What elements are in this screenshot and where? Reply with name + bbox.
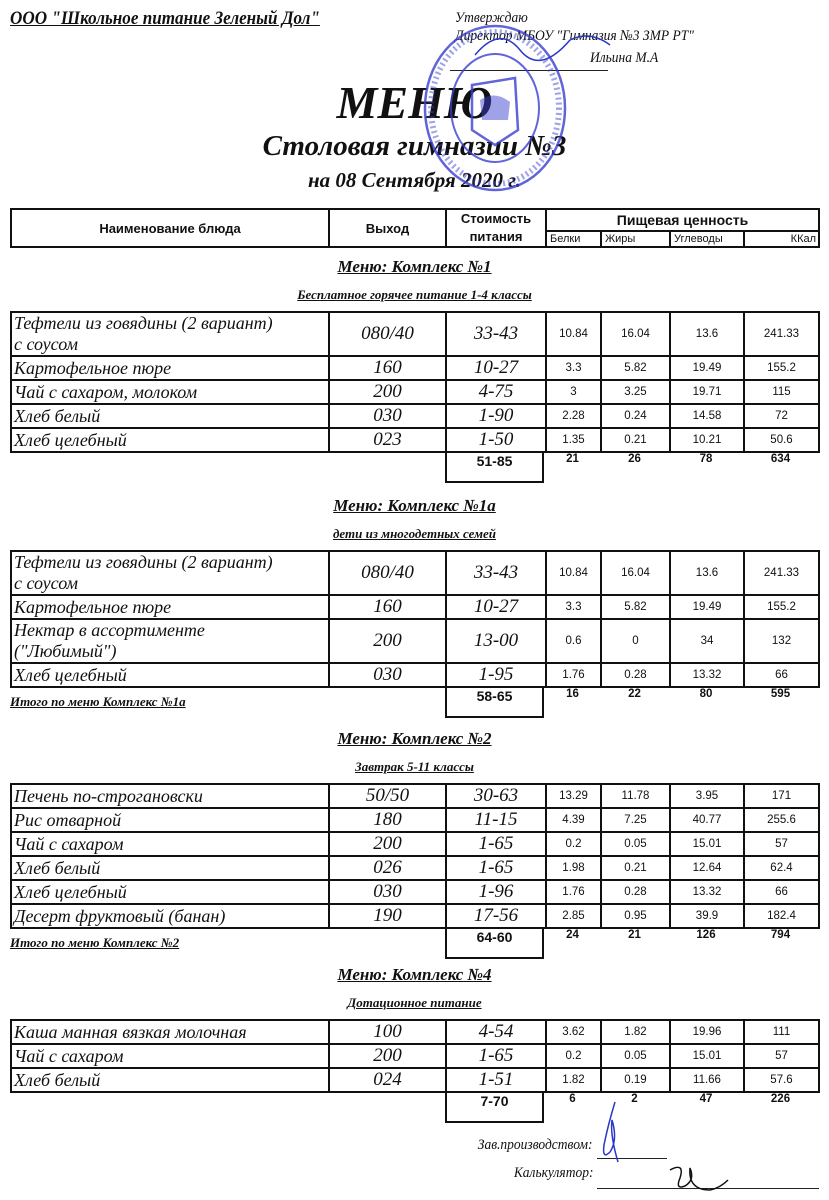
dish-protein: 10.84: [546, 312, 601, 356]
dish-kcal: 155.2: [744, 356, 819, 380]
dish-carbs: 19.49: [670, 356, 744, 380]
total-kcal: 794: [770, 929, 791, 941]
menu-section: [0, 257, 829, 487]
dish-fat: 16.04: [601, 312, 670, 356]
section-subtitle: Завтрак 5-11 классы: [355, 759, 474, 774]
dish-cost: 1-50: [446, 428, 546, 452]
dish-cost: 10-27: [446, 356, 546, 380]
dish-output: 50/50: [329, 784, 446, 808]
dish-protein: 2.28: [546, 404, 601, 428]
dish-output: 200: [329, 832, 446, 856]
dish-fat: 0.21: [601, 856, 670, 880]
menu-date: на 08 Сентября 2020 г.: [308, 168, 521, 192]
dish-protein: 1.35: [546, 428, 601, 452]
dish-output: 190: [329, 904, 446, 928]
dish-kcal: 57: [744, 832, 819, 856]
dish-cost: 1-96: [446, 880, 546, 904]
dish-carbs: 13.32: [670, 880, 744, 904]
dish-protein: 1.98: [546, 856, 601, 880]
dish-carbs: 19.71: [670, 380, 744, 404]
dish-kcal: 72: [744, 404, 819, 428]
dish-carbs: 13.6: [670, 312, 744, 356]
dish-kcal: 182.4: [744, 904, 819, 928]
table-row: [11, 404, 819, 428]
organization-name: ООО "Школьное питание Зеленый Дол": [10, 8, 320, 29]
dish-carbs: 15.01: [670, 1044, 744, 1068]
dish-fat: 16.04: [601, 551, 670, 595]
dish-output: 100: [329, 1020, 446, 1044]
dish-protein: 1.76: [546, 880, 601, 904]
dish-output: 023: [329, 428, 446, 452]
dish-kcal: 66: [744, 663, 819, 687]
dish-carbs: 13.6: [670, 551, 744, 595]
total-fat: 2: [631, 1093, 638, 1105]
total-cost: 64-60: [445, 927, 544, 959]
dish-name: Печень по-строгановски: [11, 784, 329, 808]
section-total: [0, 929, 829, 963]
dish-fat: 0.28: [601, 663, 670, 687]
section-title: Меню: Комплекс №4: [337, 965, 492, 984]
dish-kcal: 241.33: [744, 551, 819, 595]
total-cost: 51-85: [445, 451, 544, 483]
dish-kcal: 171: [744, 784, 819, 808]
total-label: Итого по меню Комплекс №1а: [10, 694, 186, 709]
dish-name: Хлеб целебный: [11, 663, 329, 687]
section-title: Меню: Комплекс №1а: [333, 496, 496, 515]
total-protein: 6: [569, 1093, 576, 1105]
dish-carbs: 12.64: [670, 856, 744, 880]
dish-protein: 3: [546, 380, 601, 404]
dish-cost: 33-43: [446, 551, 546, 595]
header-dish-name: Наименование блюда: [11, 209, 329, 247]
total-carbs: 47: [699, 1093, 713, 1105]
table-row: [11, 312, 819, 356]
dish-kcal: 241.33: [744, 312, 819, 356]
dish-kcal: 115: [744, 380, 819, 404]
dish-output: 030: [329, 404, 446, 428]
section-subtitle: Дотационное питание: [347, 995, 482, 1010]
total-cost: 7-70: [445, 1091, 544, 1123]
dish-name: Хлеб белый: [11, 404, 329, 428]
dish-protein: 0.2: [546, 832, 601, 856]
total-protein: 24: [566, 929, 579, 941]
dish-fat: 7.25: [601, 808, 670, 832]
table-row: [11, 856, 819, 880]
table-row: [11, 551, 819, 595]
total-kcal: 634: [770, 453, 791, 465]
dish-cost: 17-56: [446, 904, 546, 928]
dish-name: Хлеб целебный: [11, 428, 329, 452]
dish-cost: 1-65: [446, 856, 546, 880]
table-row: [11, 1068, 819, 1092]
dish-output: 080/40: [329, 551, 446, 595]
dish-cost: 4-54: [446, 1020, 546, 1044]
dish-kcal: 57.6: [744, 1068, 819, 1092]
dish-name: Хлеб белый: [11, 1068, 329, 1092]
table-row: [11, 880, 819, 904]
dish-output: 024: [329, 1068, 446, 1092]
dish-protein: 2.85: [546, 904, 601, 928]
dish-name: Нектар в ассортименте ("Любимый"): [11, 619, 329, 663]
dish-kcal: 62.4: [744, 856, 819, 880]
table-row: [11, 356, 819, 380]
dish-name: Чай с сахаром: [11, 1044, 329, 1068]
total-protein: 21: [566, 453, 579, 465]
dish-cost: 1-65: [446, 1044, 546, 1068]
section-title: Меню: Комплекс №2: [337, 729, 492, 748]
dish-cost: 1-95: [446, 663, 546, 687]
dish-kcal: 255.6: [744, 808, 819, 832]
dish-fat: 0: [601, 619, 670, 663]
dish-fat: 5.82: [601, 595, 670, 619]
table-row: [11, 1044, 819, 1068]
header-carbs: Углеводы: [670, 231, 744, 247]
table-row: [11, 1020, 819, 1044]
dish-name: Тефтели из говядины (2 вариант) с соусом: [11, 312, 329, 356]
dish-fat: 0.19: [601, 1068, 670, 1092]
total-carbs: 126: [696, 929, 716, 941]
section-total: [0, 1093, 829, 1127]
dish-carbs: 19.49: [670, 595, 744, 619]
total-cost: 58-65: [445, 686, 544, 718]
section-title: Меню: Комплекс №1: [337, 257, 492, 276]
table-row: [11, 904, 819, 928]
total-kcal: 595: [770, 688, 791, 700]
total-fat: 21: [628, 929, 641, 941]
director-signature-icon: [470, 15, 620, 75]
dish-output: 200: [329, 1044, 446, 1068]
dish-carbs: 14.58: [670, 404, 744, 428]
dish-cost: 13-00: [446, 619, 546, 663]
section-subtitle: дети из многодетных семей: [332, 526, 497, 541]
director-name: Ильина М.А: [590, 50, 659, 66]
dish-kcal: 111: [744, 1020, 819, 1044]
dish-output: 180: [329, 808, 446, 832]
dish-protein: 3.3: [546, 356, 601, 380]
dish-kcal: 57: [744, 1044, 819, 1068]
dish-output: 026: [329, 856, 446, 880]
table-row: [11, 595, 819, 619]
menu-table: [10, 550, 820, 688]
table-row: [11, 619, 819, 663]
dish-protein: 3.62: [546, 1020, 601, 1044]
dish-fat: 0.05: [601, 1044, 670, 1068]
table-row: [11, 832, 819, 856]
dish-carbs: 10.21: [670, 428, 744, 452]
dish-protein: 4.39: [546, 808, 601, 832]
production-head-label: Зав.производством:: [478, 1137, 593, 1153]
dish-fat: 0.24: [601, 404, 670, 428]
calculator-signature-icon: [640, 1160, 730, 1200]
dish-carbs: 3.95: [670, 784, 744, 808]
section-total: [0, 453, 829, 487]
calculator-label: Калькулятор:: [513, 1165, 593, 1181]
section-subtitle: Бесплатное горячее питание 1-4 классы: [297, 287, 532, 302]
dish-fat: 5.82: [601, 356, 670, 380]
dish-cost: 30-63: [446, 784, 546, 808]
header-protein: Белки: [546, 231, 601, 247]
column-header-table: [10, 208, 820, 248]
table-row: [11, 663, 819, 687]
header-nutrition: Пищевая ценность: [546, 209, 819, 231]
table-row: [11, 808, 819, 832]
dish-output: 030: [329, 663, 446, 687]
dish-cost: 1-90: [446, 404, 546, 428]
dish-kcal: 132: [744, 619, 819, 663]
dish-protein: 13.29: [546, 784, 601, 808]
dish-protein: 1.82: [546, 1068, 601, 1092]
dish-kcal: 50.6: [744, 428, 819, 452]
menu-table: [10, 1019, 820, 1093]
header-output: Выход: [329, 209, 446, 247]
dish-protein: 0.6: [546, 619, 601, 663]
dish-cost: 10-27: [446, 595, 546, 619]
dish-name: Картофельное пюре: [11, 595, 329, 619]
dish-protein: 1.76: [546, 663, 601, 687]
dish-output: 160: [329, 595, 446, 619]
dish-output: 080/40: [329, 312, 446, 356]
dish-cost: 1-51: [446, 1068, 546, 1092]
dish-name: Хлеб целебный: [11, 880, 329, 904]
dish-fat: 0.21: [601, 428, 670, 452]
dish-name: Чай с сахаром, молоком: [11, 380, 329, 404]
dish-carbs: 13.32: [670, 663, 744, 687]
header-fat: Жиры: [601, 231, 670, 247]
dish-fat: 3.25: [601, 380, 670, 404]
dish-output: 160: [329, 356, 446, 380]
table-row: [11, 380, 819, 404]
dish-name: Рис отварной: [11, 808, 329, 832]
page-title: МЕНЮ: [336, 77, 493, 128]
dish-fat: 0.95: [601, 904, 670, 928]
director-title: Директор МБОУ "Гимназия №3 ЗМР РТ": [455, 28, 694, 44]
total-fat: 22: [628, 688, 641, 700]
dish-fat: 0.28: [601, 880, 670, 904]
dish-carbs: 11.66: [670, 1068, 744, 1092]
dish-output: 030: [329, 880, 446, 904]
approve-label: Утверждаю: [455, 10, 528, 26]
dish-kcal: 155.2: [744, 595, 819, 619]
dish-name: Каша манная вязкая молочная: [11, 1020, 329, 1044]
menu-section: [0, 729, 829, 963]
dish-carbs: 19.96: [670, 1020, 744, 1044]
dish-name: Чай с сахаром: [11, 832, 329, 856]
dish-kcal: 66: [744, 880, 819, 904]
dish-carbs: 40.77: [670, 808, 744, 832]
header-kcal: ККал: [744, 231, 819, 247]
dish-name: Хлеб белый: [11, 856, 329, 880]
dish-cost: 1-65: [446, 832, 546, 856]
total-label: Итого по меню Комплекс №2: [10, 935, 180, 950]
total-carbs: 80: [699, 688, 713, 700]
table-row: [11, 784, 819, 808]
table-row: [11, 428, 819, 452]
section-total: [0, 688, 829, 722]
dish-cost: 33-43: [446, 312, 546, 356]
dish-cost: 4-75: [446, 380, 546, 404]
dish-cost: 11-15: [446, 808, 546, 832]
dish-fat: 0.05: [601, 832, 670, 856]
dish-carbs: 34: [670, 619, 744, 663]
menu-section: [0, 496, 829, 722]
total-carbs: 78: [699, 453, 713, 465]
dish-name: Картофельное пюре: [11, 356, 329, 380]
total-fat: 26: [628, 453, 641, 465]
total-kcal: 226: [770, 1093, 791, 1105]
dish-output: 200: [329, 380, 446, 404]
dish-fat: 1.82: [601, 1020, 670, 1044]
dish-protein: 10.84: [546, 551, 601, 595]
dish-fat: 11.78: [601, 784, 670, 808]
dish-protein: 3.3: [546, 595, 601, 619]
dish-output: 200: [329, 619, 446, 663]
page-subtitle: Столовая гимназии №3: [262, 130, 567, 162]
dish-carbs: 15.01: [670, 832, 744, 856]
menu-table: [10, 311, 820, 453]
menu-table: [10, 783, 820, 929]
total-protein: 16: [566, 688, 579, 700]
menu-section: [0, 965, 829, 1127]
production-head-signature-icon: [600, 1100, 630, 1165]
dish-carbs: 39.9: [670, 904, 744, 928]
header-cost: Стоимость питания: [446, 209, 546, 247]
dish-name: Десерт фруктовый (банан): [11, 904, 329, 928]
dish-protein: 0.2: [546, 1044, 601, 1068]
dish-name: Тефтели из говядины (2 вариант) с соусом: [11, 551, 329, 595]
